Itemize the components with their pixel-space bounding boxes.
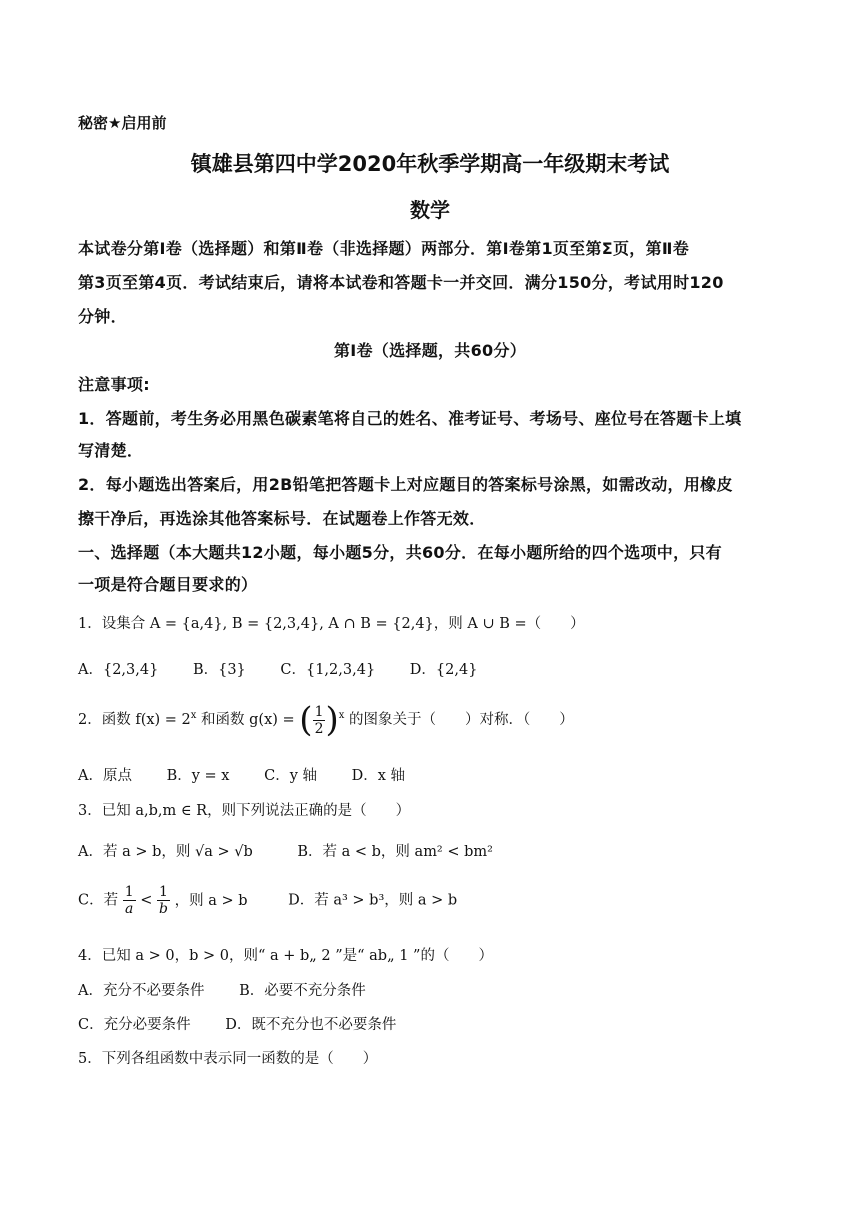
q5-stem: 5．下列各组函数中表示同一函数的是（ ） xyxy=(78,1051,378,1067)
part1-line-1: 一、选择题（本大题共12小题，每小题5分，共60分．在每小题所给的四个选项中，只有 xyxy=(78,543,722,562)
q3-option-a: A．若 a > b，则 √a > √b xyxy=(78,844,253,860)
q3-option-c-frac-b: $\frac{1}{b}$ xyxy=(159,884,168,917)
q1-options xyxy=(78,658,507,679)
q2-option-a: A．原点 xyxy=(78,768,132,784)
q3-stem: 3．已知 a,b,m ∈ R，则下列说法正确的是（ ） xyxy=(78,803,411,819)
q2-stem: 2．函数 $f(x) = 2^x$ 和函数 g(x) = ( $\frac{1}{2}$ )$^x$ 的图象关于（ ）对称．（ ） xyxy=(78,700,574,740)
note-1-line-1: 1．答题前，考生务必用黑色碳素笔将自己的姓名、准考证号、考场号、座位号在答题卡上填 xyxy=(78,409,742,428)
exam-title: 镇雄县第四中学2020年秋季学期高一年级期末考试 xyxy=(190,152,670,176)
q2-fraction-exponent: x xyxy=(338,710,345,722)
q1-option-b: B．{3} xyxy=(192,662,246,678)
section1-title: 第Ⅰ卷（选择题，共60分） xyxy=(333,341,527,360)
q1-option-a: A．{2,3,4} xyxy=(78,662,159,678)
q3-option-b: B．若 a < b，则 am² < bm² xyxy=(297,844,493,860)
q2-suffix: 的图象关于（ ）对称．（ ） xyxy=(344,712,574,728)
q4-stem: 4．已知 a > 0，b > 0，则“ a + b„ 2 ”是“ ab„ 1 ”的（ ） xyxy=(78,948,493,964)
q1-stem: 1．设集合 A = {a,4}, B = {2,3,4}, A ∩ B = {2,4}，则 A ∪ B =（ ） xyxy=(78,616,585,632)
q3-options-ab xyxy=(78,840,523,861)
q2-fraction-den: 2 xyxy=(314,720,324,737)
q4-option-b: B．必要不充分条件 xyxy=(239,983,366,999)
part1-line-2: 一项是符合题目要求的） xyxy=(78,575,258,594)
note-2-line-2: 擦干净后，再选涂其他答案标号．在试题卷上作答无效． xyxy=(78,509,486,528)
q3-options-cd: C．若 $\frac{1}{a}$ < $\frac{1}{b}$ ，则 a > b D．若 a³ > b³，则 a > b xyxy=(78,884,458,917)
intro-line-1: 本试卷分第Ⅰ卷（选择题）和第Ⅱ卷（非选择题）两部分．第Ⅰ卷第1页至第Σ页，第Ⅱ卷 xyxy=(78,239,690,258)
q3-option-c-prefix: C．若 xyxy=(78,892,119,909)
note-1-line-2: 写清楚． xyxy=(78,441,144,460)
q2-fraction xyxy=(313,704,326,737)
q2-mid: 和函数 g(x) = xyxy=(196,712,300,728)
note-2-line-1: 2．每小题选出答案后，用2B铅笔把答题卡上对应题目的答案标号涂黑，如需改动，用橡皮 xyxy=(78,475,733,494)
q1-option-d: D．{2,4} xyxy=(409,662,478,678)
q1-option-c: C．{1,2,3,4} xyxy=(280,662,376,678)
q4-option-c: C．充分必要条件 xyxy=(78,1017,191,1033)
secret-label: 秘密★启用前 xyxy=(78,114,167,132)
q2-exponent: x xyxy=(190,710,197,722)
intro-line-3: 分钟． xyxy=(78,307,127,326)
q3-option-c-frac-a: $\frac{1}{a}$ xyxy=(124,884,134,917)
q2-prefix: 2．函数 f(x) = 2 xyxy=(78,712,191,728)
q3-option-d: D．若 a³ > b³，则 a > b xyxy=(288,892,458,909)
q4-option-d: D．既不充分也不必要条件 xyxy=(225,1017,397,1033)
q2-fraction-num: 1 xyxy=(314,703,324,720)
q2-option-b: B．y = x xyxy=(166,768,230,784)
q2-option-d: D．x 轴 xyxy=(351,768,406,784)
q4-options-line-2 xyxy=(78,1013,426,1034)
q4-options-line-1 xyxy=(78,979,396,1000)
subject-title: 数学 xyxy=(410,198,450,222)
intro-line-2: 第3页至第4页．考试结束后，请将本试卷和答题卡一并交回．满分150分，考试用时120 xyxy=(78,273,724,292)
q4-option-a: A．充分不必要条件 xyxy=(78,983,205,999)
notes-heading: 注意事项: xyxy=(78,375,150,394)
q3-option-c-suffix: ，则 a > b xyxy=(174,892,248,909)
q2-option-c: C．y 轴 xyxy=(264,768,318,784)
q2-options xyxy=(78,764,435,785)
